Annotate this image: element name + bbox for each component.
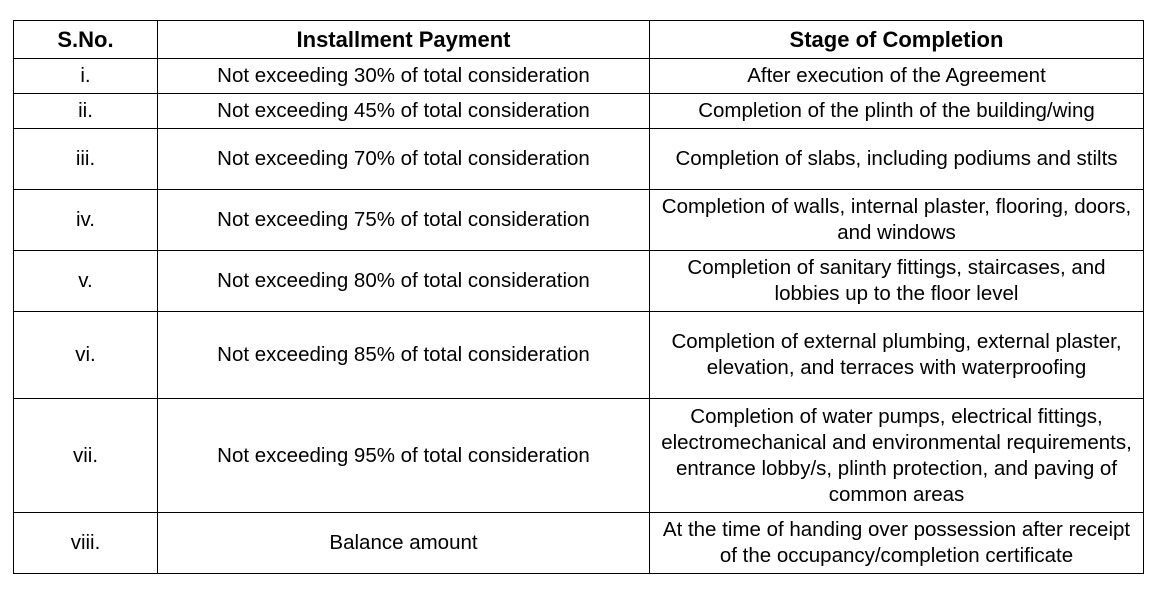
- cell-sno: vii.: [14, 399, 158, 513]
- cell-installment: Not exceeding 95% of total consideration: [158, 399, 650, 513]
- cell-stage: At the time of handing over possession after receipt of the occupancy/completion certificate: [650, 513, 1144, 574]
- cell-sno: vi.: [14, 312, 158, 399]
- payment-schedule-table: [13, 20, 1144, 574]
- cell-stage: Completion of walls, internal plaster, flooring, doors, and windows: [650, 190, 1144, 251]
- table-row: [14, 59, 1144, 94]
- cell-stage: After execution of the Agreement: [650, 59, 1144, 94]
- table-row: [14, 312, 1144, 399]
- cell-installment: Balance amount: [158, 513, 650, 574]
- cell-stage: Completion of external plumbing, external plaster, elevation, and terraces with waterproofing: [650, 312, 1144, 399]
- cell-stage: Completion of the plinth of the building/wing: [650, 94, 1144, 129]
- cell-installment: Not exceeding 45% of total consideration: [158, 94, 650, 129]
- cell-sno: ii.: [14, 94, 158, 129]
- header-row: [14, 21, 1144, 59]
- cell-stage: Completion of water pumps, electrical fittings, electromechanical and environmental requirements, entrance lobby/s, plinth protection, and paving of common areas: [650, 399, 1144, 513]
- cell-installment: Not exceeding 75% of total consideration: [158, 190, 650, 251]
- cell-installment: Not exceeding 85% of total consideration: [158, 312, 650, 399]
- header-stage-of-completion: Stage of Completion: [650, 21, 1144, 59]
- cell-sno: iv.: [14, 190, 158, 251]
- table-row: [14, 94, 1144, 129]
- table-row: [14, 251, 1144, 312]
- table-row: [14, 513, 1144, 574]
- table-row: [14, 129, 1144, 190]
- cell-installment: Not exceeding 80% of total consideration: [158, 251, 650, 312]
- header-sno: S.No.: [14, 21, 158, 59]
- cell-sno: i.: [14, 59, 158, 94]
- cell-installment: Not exceeding 30% of total consideration: [158, 59, 650, 94]
- table-row: [14, 190, 1144, 251]
- cell-sno: viii.: [14, 513, 158, 574]
- header-installment-payment: Installment Payment: [158, 21, 650, 59]
- cell-sno: v.: [14, 251, 158, 312]
- cell-installment: Not exceeding 70% of total consideration: [158, 129, 650, 190]
- cell-stage: Completion of slabs, including podiums and stilts: [650, 129, 1144, 190]
- table-row: [14, 399, 1144, 513]
- cell-sno: iii.: [14, 129, 158, 190]
- cell-stage: Completion of sanitary fittings, staircases, and lobbies up to the floor level: [650, 251, 1144, 312]
